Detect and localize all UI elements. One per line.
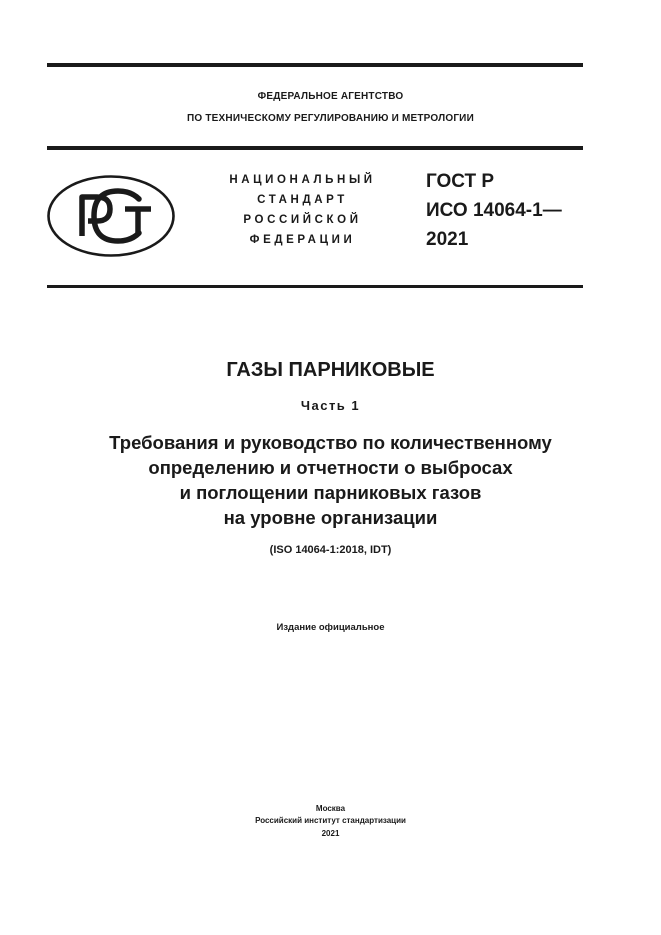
designation-line3: 2021 (426, 229, 469, 250)
standard-type-line4: ФЕДЕРАЦИИ (249, 234, 356, 246)
footer-year: 2021 (321, 829, 340, 838)
agency-name-line2: ПО ТЕХНИЧЕСКОМУ РЕГУЛИРОВАНИЮ И МЕТРОЛОГИИ (187, 113, 474, 124)
designation-divider-rule (47, 285, 583, 288)
standard-type-line3: РОССИЙСКОЙ (243, 214, 362, 226)
document-part: Часть 1 (300, 398, 361, 413)
standard-type-line1: НАЦИОНАЛЬНЫЙ (229, 174, 376, 186)
footer-publisher: Российский институт стандартизации (255, 816, 406, 825)
document-subtitle-line3: и поглощении парниковых газов (179, 482, 482, 503)
edition-note: Издание официальное (276, 622, 385, 633)
document-title: ГАЗЫ ПАРНИКОВЫЕ (226, 359, 435, 381)
header-divider-rule (47, 146, 583, 150)
top-rule (47, 63, 583, 67)
document-subtitle-line2: определению и отчетности о выбросах (148, 457, 513, 478)
footer-city: Москва (315, 804, 346, 813)
iso-reference: (ISO 14064-1:2018, IDT) (269, 544, 392, 556)
document-subtitle-line4: на уровне организации (223, 507, 438, 528)
document-subtitle-line1: Требования и руководство по количественному (109, 432, 552, 453)
standard-type-line2: СТАНДАРТ (257, 194, 348, 206)
designation-line1: ГОСТ Р (426, 171, 495, 192)
designation-line2: ИСО 14064-1— (426, 200, 562, 221)
rst-gost-emblem-icon (47, 175, 175, 257)
agency-name-line1: ФЕДЕРАЛЬНОЕ АГЕНТСТВО (257, 91, 404, 102)
